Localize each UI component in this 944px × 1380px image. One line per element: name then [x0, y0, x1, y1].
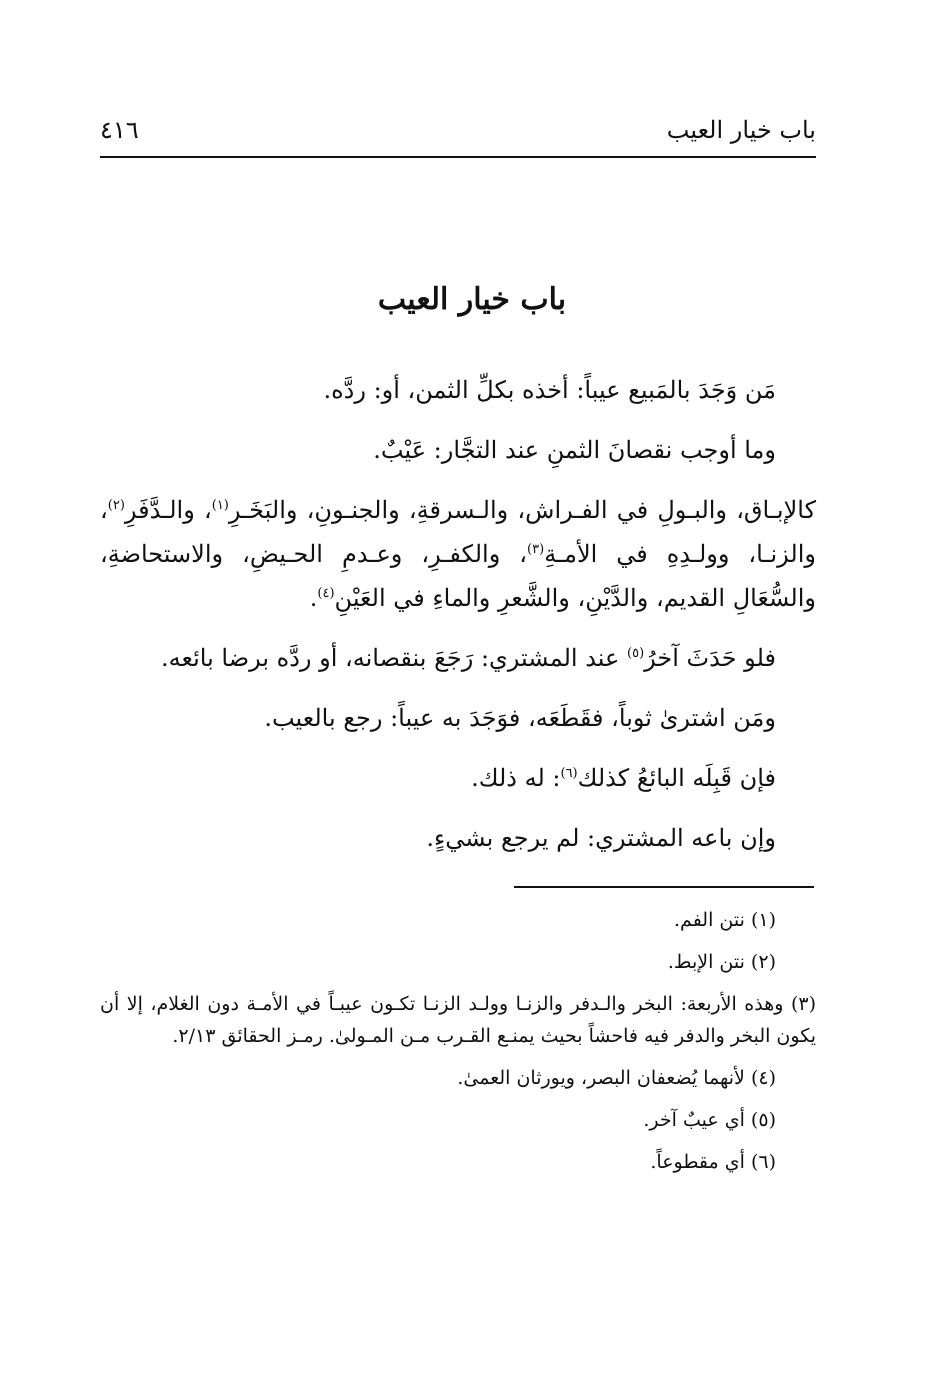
footnote-ref-1[interactable]: (١)	[211, 498, 229, 513]
footnote-1: (١) نتن الفم.	[674, 909, 776, 931]
paragraph-3-text-a: كالإبـاق، والبـولِ في الفـراش، والـسرقةِ، والجنـونِ، والبَخَـرِ	[228, 496, 817, 524]
paragraph-1: مَن وَجَدَ بالمَبيع عيباً: أخذه بكلِّ الثمن، أو: ردَّه.	[323, 376, 776, 404]
footnote-ref-2[interactable]: (٢)	[107, 498, 125, 513]
footnote-2: (٢) نتن الإبط.	[667, 951, 776, 973]
footnote-5: (٥) أي عيبٌ آخر.	[643, 1109, 776, 1131]
paragraph-6	[100, 756, 816, 800]
footnote-6: (٦) أي مقطوعاً.	[650, 1151, 776, 1173]
chapter-title: باب خيار العيب	[377, 282, 567, 317]
footnote-ref-3[interactable]: (٣)	[527, 542, 545, 557]
paragraph-3-text-c: ، والزنـا، وولـدِهِ في الأمـةِ	[100, 496, 816, 568]
footnote-ref-5[interactable]: (٥)	[627, 646, 645, 661]
paragraph-3-text-e: .	[309, 584, 318, 612]
paragraph-4	[100, 636, 816, 680]
paragraph-4-text-a: فلو حَدَثَ آخرُ	[644, 644, 776, 672]
paragraph-3-text-d: ، والكفـرِ، وعـدمِ الحـيضِ، والاستحاضةِ، والسُّعَالِ القديم، والدَّيْنِ، والشَّعرِ والماءِ في العَيْنِ	[100, 540, 816, 612]
paragraph-3-text-b: ، والـدَّفَرِ	[124, 496, 212, 524]
paragraph-2: وما أوجب نقصانَ الثمنِ عند التجَّار: عَيْبٌ.	[373, 436, 776, 464]
footnotes	[100, 904, 816, 1188]
page-number: ٤١٦	[100, 116, 139, 144]
footnote-ref-4[interactable]: (٤)	[317, 586, 335, 601]
body-text	[100, 368, 816, 876]
footnote-divider	[514, 886, 814, 888]
paragraph-6-text-b: : له ذلك.	[471, 764, 561, 792]
paragraph-3	[100, 488, 816, 620]
running-header	[100, 112, 816, 158]
footnote-3: (٣) وهذه الأربعة: البخر والـدفر والزنـا وولـد الزنـا تكـون عيبـاً في الأمـة دون الغلام، إلا أن يكون البخر والدفر فيه فاحشاً بحيث يمنـع القـرب مـن المـولىٰ. رمـز الحقائق ٢/١٣.	[100, 993, 816, 1047]
paragraph-5: ومَن اشترىٰ ثوباً، فقَطَعَه، فوَجَدَ به عيباً: رجع بالعيب.	[264, 704, 776, 732]
paragraph-6-text-a: فإن قَبِلَه البائعُ كذلك	[577, 764, 776, 792]
paragraph-7: وإن باعه المشتري: لم يرجع بشيءٍ.	[426, 824, 776, 852]
footnote-4: (٤) لأنهما يُضعفان البصر، ويورثان العمىٰ.	[457, 1067, 776, 1089]
footnote-ref-6[interactable]: (٦)	[560, 766, 578, 781]
running-title: باب خيار العيب	[666, 116, 816, 144]
paragraph-4-text-b: عند المشتري: رَجَعَ بنقصانه، أو ردَّه برضا بائعه.	[161, 644, 620, 672]
